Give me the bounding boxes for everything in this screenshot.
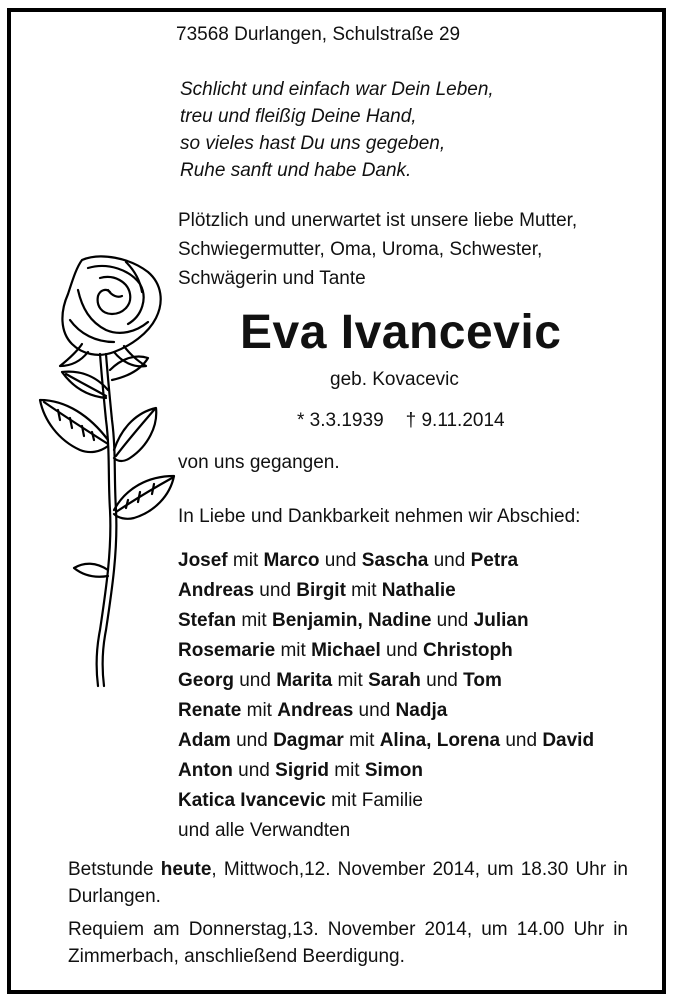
mourner-connector: und bbox=[233, 670, 277, 691]
deceased-name: Eva Ivancevic bbox=[240, 306, 562, 359]
poem-line: Schlicht und einfach war Dein Leben, bbox=[180, 79, 494, 100]
mourner-connector: mit bbox=[328, 760, 365, 781]
mourner-name: Simon bbox=[364, 760, 423, 781]
mourner-name: Renate bbox=[178, 700, 242, 721]
farewell-text: In Liebe und Dankbarkeit nehmen wir Abschied: bbox=[178, 506, 581, 527]
poem-line: so vieles hast Du uns gegeben, bbox=[180, 133, 446, 154]
rose-icon bbox=[30, 250, 180, 690]
mourner-row bbox=[178, 816, 594, 846]
poem-line: treu und fleißig Deine Hand, bbox=[180, 106, 417, 127]
mourner-row bbox=[178, 696, 594, 726]
mourner-name: Katica Ivancevic bbox=[178, 790, 326, 811]
mourner-connector: und bbox=[431, 610, 474, 631]
mourner-connector: und bbox=[319, 550, 362, 571]
mourner-name: Dagmar bbox=[273, 730, 344, 751]
address: 73568 Durlangen, Schulstraße 29 bbox=[176, 24, 461, 45]
mourner-name: Rosemarie bbox=[178, 640, 276, 661]
mourner-connector: und bbox=[380, 640, 424, 661]
mourner-name: Sascha bbox=[361, 550, 429, 571]
mourners-list bbox=[178, 546, 594, 846]
mourner-name: Tom bbox=[463, 670, 502, 691]
mourner-row bbox=[178, 576, 594, 606]
mourner-row bbox=[178, 786, 594, 816]
mourner-name: David bbox=[542, 730, 595, 751]
intro-line: Schwiegermutter, Oma, Uroma, Schwester, bbox=[178, 239, 543, 260]
mourner-row bbox=[178, 756, 594, 786]
mourner-name: Marco bbox=[263, 550, 320, 571]
mourner-row bbox=[178, 546, 594, 576]
mourner-row bbox=[178, 666, 594, 696]
mourner-name: Andreas bbox=[178, 580, 255, 601]
betstunde-details: , Mittwoch,12. November 2014, um 18.30 Uhr in Durlangen. bbox=[68, 859, 629, 907]
intro-line: Plötzlich und unerwartet ist unsere liebe Mutter, bbox=[178, 210, 578, 231]
mourner-name: Michael bbox=[311, 640, 381, 661]
mourner-row bbox=[178, 726, 594, 756]
mourner-name: Benjamin, Nadine bbox=[271, 610, 432, 631]
betstunde-today: heute bbox=[160, 859, 212, 880]
mourner-name: Josef bbox=[178, 550, 228, 571]
mourner-connector: und bbox=[230, 730, 274, 751]
mourner-connector: und bbox=[420, 670, 464, 691]
maiden-name: geb. Kovacevic bbox=[330, 369, 459, 390]
service-info bbox=[68, 856, 628, 976]
poem-line: Ruhe sanft und habe Dank. bbox=[180, 160, 412, 181]
intro-text bbox=[178, 206, 577, 293]
mourner-row bbox=[178, 606, 594, 636]
death-date: † 9.11.2014 bbox=[405, 410, 505, 431]
mourner-connector: und bbox=[254, 580, 297, 601]
mourner-connector: und bbox=[500, 730, 543, 751]
mourner-name: Christoph bbox=[423, 640, 513, 661]
mourner-connector: mit bbox=[227, 550, 264, 571]
mourner-connector: und alle Verwandten bbox=[178, 820, 351, 841]
mourner-name: Anton bbox=[178, 760, 233, 781]
mourner-connector: und bbox=[232, 760, 276, 781]
passed-text: von uns gegangen. bbox=[178, 452, 340, 473]
mourner-name: Petra bbox=[470, 550, 519, 571]
mourner-name: Marita bbox=[276, 670, 333, 691]
mourner-connector: mit bbox=[332, 670, 369, 691]
mourner-name: Alina, Lorena bbox=[379, 730, 501, 751]
birth-date: * 3.3.1939 bbox=[297, 410, 384, 431]
mourner-name: Julian bbox=[473, 610, 529, 631]
mourner-connector: mit Familie bbox=[325, 790, 423, 811]
mourner-name: Georg bbox=[178, 670, 234, 691]
betstunde-prefix: Betstunde bbox=[68, 859, 161, 880]
intro-line: Schwägerin und Tante bbox=[178, 268, 366, 289]
mourner-name: Sigrid bbox=[275, 760, 329, 781]
mourner-name: Sarah bbox=[368, 670, 421, 691]
mourner-name: Stefan bbox=[178, 610, 237, 631]
mourner-connector: mit bbox=[241, 700, 278, 721]
mourner-connector: und bbox=[353, 700, 396, 721]
mourner-name: Adam bbox=[178, 730, 231, 751]
poem bbox=[180, 76, 494, 184]
mourner-connector: mit bbox=[236, 610, 272, 631]
mourner-name: Andreas bbox=[277, 700, 354, 721]
mourner-connector: mit bbox=[343, 730, 380, 751]
requiem-text: Requiem am Donnerstag,13. November 2014, um 14.00 Uhr in Zimmerbach, anschließend Beerdigung. bbox=[68, 919, 628, 967]
life-dates bbox=[297, 410, 505, 432]
mourner-row bbox=[178, 636, 594, 666]
mourner-connector: mit bbox=[345, 580, 382, 601]
mourner-name: Birgit bbox=[296, 580, 346, 601]
mourner-name: Nadja bbox=[395, 700, 448, 721]
mourner-name: Nathalie bbox=[381, 580, 456, 601]
mourner-connector: mit bbox=[275, 640, 312, 661]
mourner-connector: und bbox=[428, 550, 471, 571]
betstunde-text bbox=[68, 856, 628, 910]
